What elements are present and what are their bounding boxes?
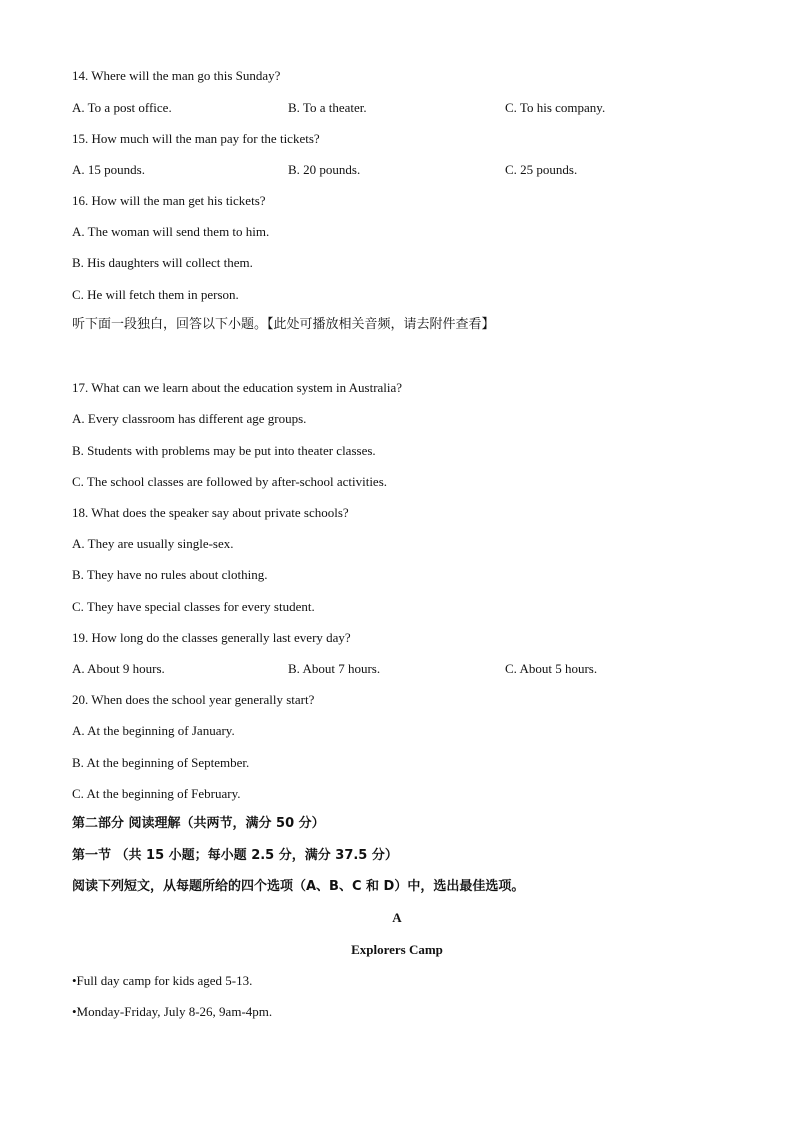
question-15: 15. How much will the man pay for the tickets?	[72, 131, 320, 146]
q19-option-c: C. About 5 hours.	[505, 661, 598, 676]
question-18: 18. What does the speaker say about private schools?	[72, 505, 349, 520]
q17-option-a: A. Every classroom has different age groups.	[72, 411, 307, 426]
q16-option-a: A. The woman will send them to him.	[72, 224, 270, 239]
passage-title: Explorers Camp	[351, 942, 443, 957]
q15-option-a: A. 15 pounds.	[72, 162, 145, 177]
q20-option-b: B. At the beginning of September.	[72, 755, 250, 770]
q16-option-c: C. He will fetch them in person.	[72, 287, 239, 302]
part2-instruction: 阅读下列短文，从每题所给的四个选项（A、B、C 和 D）中，选出最佳选项。	[72, 879, 525, 894]
q19-option-a: A. About 9 hours.	[72, 661, 165, 676]
q18-option-c: C. They have special classes for every student.	[72, 599, 315, 614]
q18-option-b: B. They have no rules about clothing.	[72, 567, 268, 582]
q19-option-b: B. About 7 hours.	[288, 661, 381, 676]
question-20: 20. When does the school year generally start?	[72, 692, 315, 707]
q17-option-c: C. The school classes are followed by after-school activities.	[72, 474, 388, 489]
question-16: 16. How will the man get his tickets?	[72, 193, 266, 208]
passage-letter: A	[392, 910, 402, 925]
q14-option-a: A. To a post office.	[72, 100, 172, 115]
monologue-instruction: 听下面一段独白，回答以下小题。【此处可播放相关音频，请去附件查看】	[72, 317, 495, 332]
passage-bullet-2: •Monday-Friday, July 8-26, 9am-4pm.	[72, 1004, 273, 1019]
q14-option-b: B. To a theater.	[288, 100, 367, 115]
part2-heading: 第二部分 阅读理解（共两节，满分 50 分）	[72, 816, 325, 831]
part2-section1: 第一节 （共 15 小题；每小题 2.5 分，满分 37.5 分）	[72, 848, 398, 863]
question-19: 19. How long do the classes generally last every day?	[72, 630, 351, 645]
question-17: 17. What can we learn about the education system in Australia?	[72, 380, 403, 395]
q15-option-c: C. 25 pounds.	[505, 162, 578, 177]
q20-option-a: A. At the beginning of January.	[72, 723, 235, 738]
q14-option-c: C. To his company.	[505, 100, 606, 115]
q16-option-b: B. His daughters will collect them.	[72, 255, 253, 270]
q17-option-b: B. Students with problems may be put into theater classes.	[72, 443, 376, 458]
q15-option-b: B. 20 pounds.	[288, 162, 361, 177]
question-14: 14. Where will the man go this Sunday?	[72, 68, 281, 83]
q20-option-c: C. At the beginning of February.	[72, 786, 241, 801]
passage-bullet-1: •Full day camp for kids aged 5-13.	[72, 973, 253, 988]
q18-option-a: A. They are usually single-sex.	[72, 536, 234, 551]
